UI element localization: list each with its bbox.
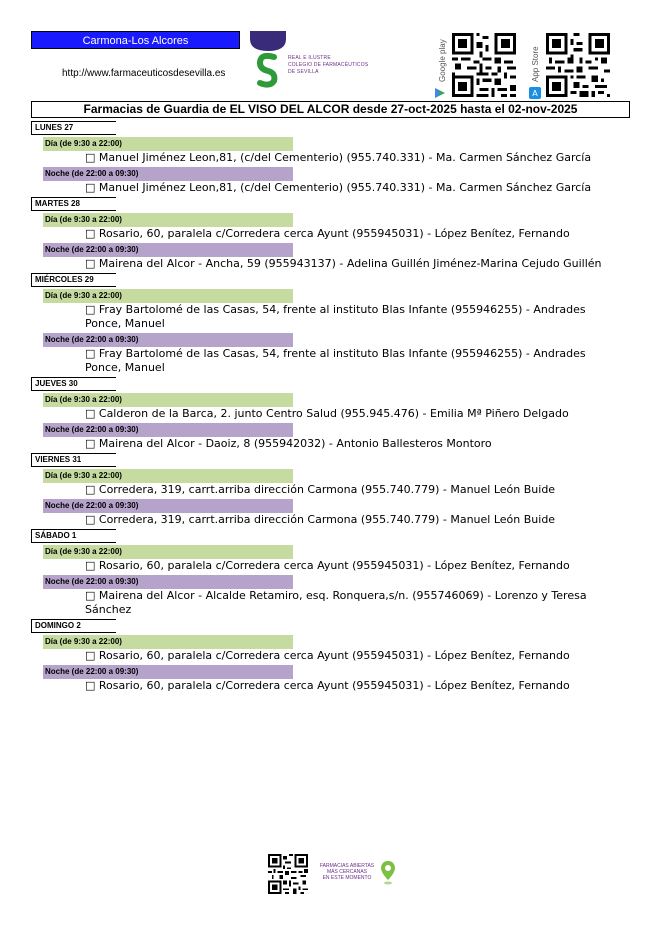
google-play-label: Google play — [438, 39, 447, 82]
svg-text:A: A — [532, 89, 538, 98]
day-shift-label: Día (de 9:30 a 22:00) — [43, 137, 293, 151]
day-section — [31, 619, 631, 693]
day-label: DOMINGO 2 — [31, 619, 116, 633]
night-shift-label: Noche (de 22:00 a 09:30) — [43, 423, 293, 437]
website-link[interactable]: http://www.farmaceuticosdesevilla.es — [62, 68, 226, 79]
day-shift-label: Día (de 9:30 a 22:00) — [43, 469, 293, 483]
app-store-qr-code — [546, 33, 610, 101]
night-shift-label: Noche (de 22:00 a 09:30) — [43, 575, 293, 589]
page-title: Farmacias de Guardia de EL VISO DEL ALCOR desde 27-oct-2025 hasta el 02-nov-2025 — [31, 101, 630, 118]
pharmacy-entry: □ Manuel Jiménez Leon,81, (c/del Cementerio) (955.740.331) - Ma. Carmen Sánchez García — [85, 181, 592, 194]
region-label: Carmona-Los Alcores — [31, 31, 240, 49]
app-store-label: App Store — [531, 46, 540, 82]
pharmacy-entry: □ Rosario, 60, paralela c/Corredera cerca Ayunt (955945031) - López Benítez, Fernando — [85, 559, 570, 572]
college-logo — [250, 31, 286, 89]
day-shift-label: Día (de 9:30 a 22:00) — [43, 213, 293, 227]
day-label: JUEVES 30 — [31, 377, 116, 391]
pharmacy-entry: □ Mairena del Alcor - Alcalde Retamiro, esq. Ronquera,s/n. (955746069) - Lorenzo y Teresa Sánchez — [85, 589, 587, 616]
day-shift-label: Día (de 9:30 a 22:00) — [43, 289, 293, 303]
day-section — [31, 453, 631, 527]
day-shift-label: Día (de 9:30 a 22:00) — [43, 635, 293, 649]
pharmacy-entry: □ Corredera, 319, carrt.arriba dirección Carmona (955.740.779) - Manuel León Buide — [85, 483, 556, 496]
day-shift-label: Día (de 9:30 a 22:00) — [43, 545, 293, 559]
day-label: VIERNES 31 — [31, 453, 116, 467]
pharmacy-entry: □ Rosario, 60, paralela c/Corredera cerca Ayunt (955945031) - López Benítez, Fernando — [85, 649, 570, 662]
pharmacy-entry: □ Rosario, 60, paralela c/Corredera cerca Ayunt (955945031) - López Benítez, Fernando — [85, 227, 570, 240]
night-shift-label: Noche (de 22:00 a 09:30) — [43, 665, 293, 679]
day-section — [31, 529, 631, 617]
pharmacy-entry: □ Mairena del Alcor - Ancha, 59 (955943137) - Adelina Guillén Jiménez-Marina Cejudo Guillén — [85, 257, 602, 270]
duty-schedule — [31, 119, 631, 693]
day-section — [31, 273, 631, 375]
pharmacy-entry: □ Fray Bartolomé de las Casas, 54, frente al instituto Blas Infante (955946255) - Andrades Ponce, Manuel — [85, 347, 586, 374]
day-section — [31, 197, 631, 271]
day-shift-label: Día (de 9:30 a 22:00) — [43, 393, 293, 407]
day-label: MIÉRCOLES 29 — [31, 273, 116, 287]
location-pin-icon[interactable] — [380, 860, 396, 890]
pharmacy-entry: □ Manuel Jiménez Leon,81, (c/del Cementerio) (955.740.331) - Ma. Carmen Sánchez García — [85, 151, 592, 164]
day-label: LUNES 27 — [31, 121, 116, 135]
pharmacy-entry: □ Rosario, 60, paralela c/Corredera cerca Ayunt (955945031) - López Benítez, Fernando — [85, 679, 570, 692]
day-label: SÁBADO 1 — [31, 529, 116, 543]
pharmacy-entry: □ Calderon de la Barca, 2. junto Centro Salud (955.945.476) - Emilia Mª Piñero Delgado — [85, 407, 569, 420]
pharmacy-entry: □ Fray Bartolomé de las Casas, 54, frente al instituto Blas Infante (955946255) - Andrades Ponce, Manuel — [85, 303, 586, 330]
day-section — [31, 121, 631, 195]
night-shift-label: Noche (de 22:00 a 09:30) — [43, 167, 293, 181]
college-logo-text: REAL E ILUSTRE COLEGIO DE FARMACÉUTICOS DE SEVILLA — [288, 55, 369, 75]
night-shift-label: Noche (de 22:00 a 09:30) — [43, 333, 293, 347]
pharmacy-entry: □ Mairena del Alcor - Daoiz, 8 (955942032) - Antonio Ballesteros Montoro — [85, 437, 492, 450]
night-shift-label: Noche (de 22:00 a 09:30) — [43, 499, 293, 513]
day-section — [31, 377, 631, 451]
nearby-pharmacies-qr-code — [268, 854, 308, 898]
nearby-pharmacies-text: FARMACIAS ABIERTAS MÁS CERCANAS EN ESTE MOMENTO — [319, 863, 375, 881]
night-shift-label: Noche (de 22:00 a 09:30) — [43, 243, 293, 257]
google-play-qr-code — [452, 33, 516, 101]
day-label: MARTES 28 — [31, 197, 116, 211]
pharmacy-entry: □ Corredera, 319, carrt.arriba dirección Carmona (955.740.779) - Manuel León Buide — [85, 513, 556, 526]
